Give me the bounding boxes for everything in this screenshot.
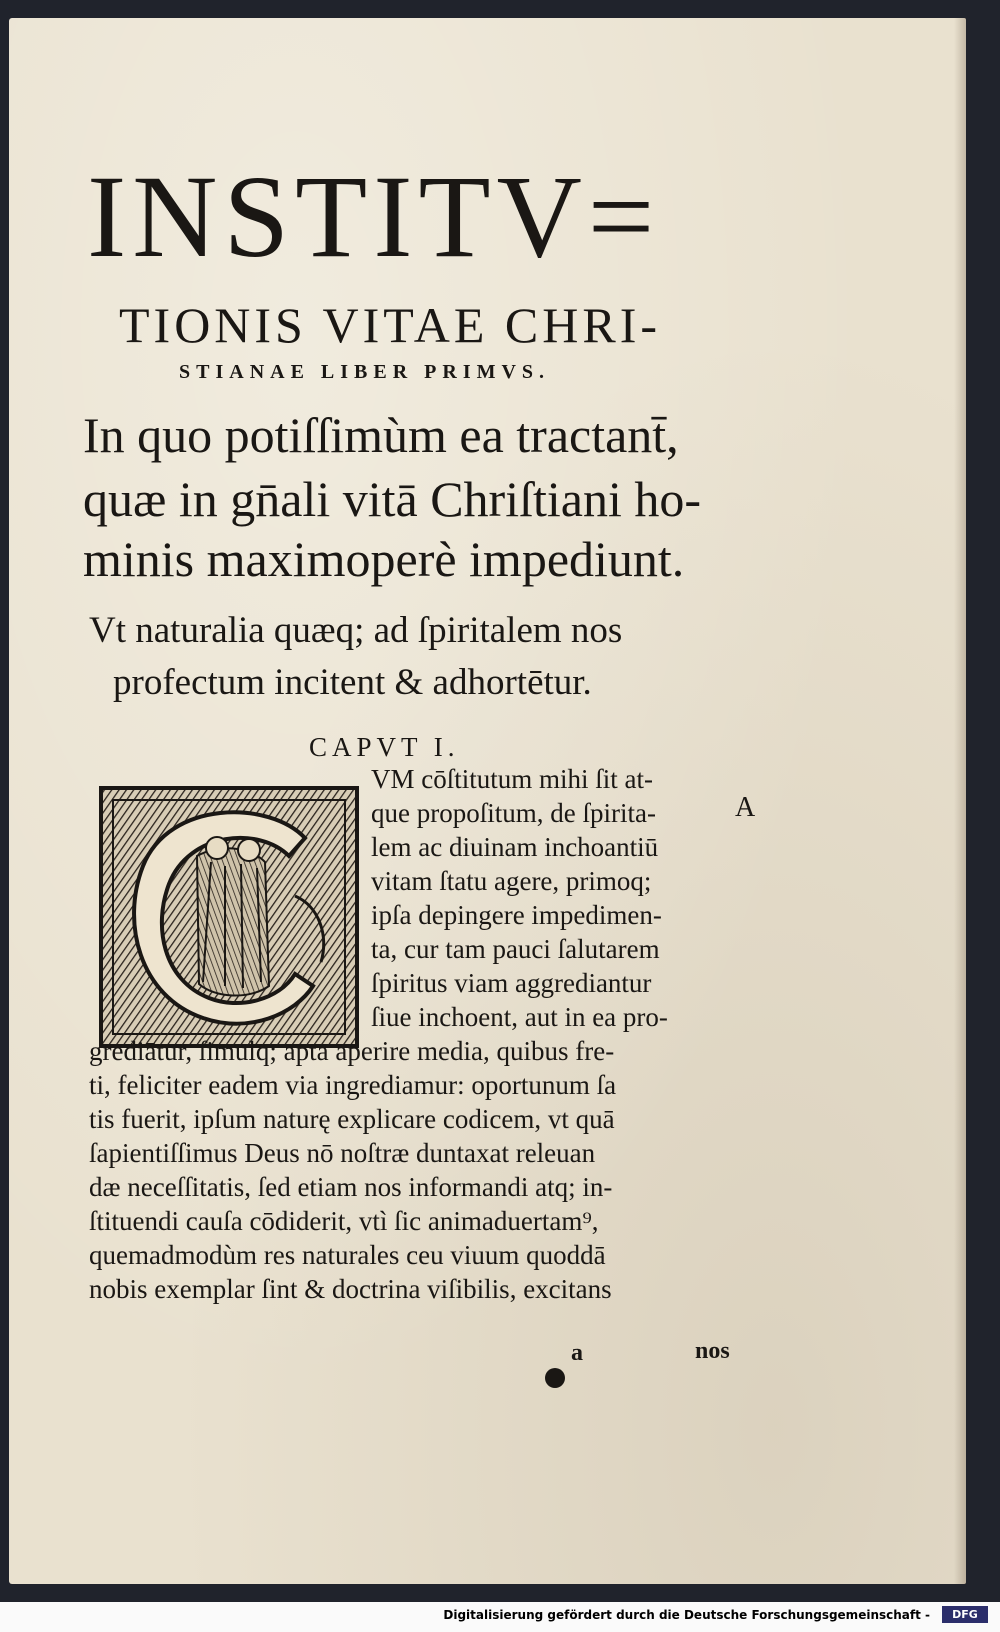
body-line: quemadmodùm res naturales ceu viuum quoddā: [89, 1240, 606, 1270]
body-line: ta, cur tam pauci ſalutarem: [371, 934, 660, 964]
title-line-1: INSTITV=: [87, 151, 661, 282]
body-line: ti, feliciter eadem via ingrediamur: oportunum ſa: [89, 1070, 617, 1100]
digitization-credit: Digitalisierung gefördert durch die Deutsche Forschungsgemeinschaft -: [443, 1608, 930, 1622]
chapter-heading: CAPVT I.: [309, 732, 460, 762]
body-line: que propoſitum, de ſpirita-: [371, 798, 656, 828]
signature-mark: a: [571, 1340, 583, 1366]
body-line: nobis exemplar ſint & doctrina viſibilis, excitans: [89, 1274, 612, 1304]
body-line: ſpiritus viam aggrediantur: [371, 968, 652, 998]
woodcut-initial-icon: [99, 786, 359, 1048]
body-line: vitam ſtatu agere, primoq;: [371, 866, 652, 896]
subtitle2-line: Vt naturalia quæq; ad ſpiritalem nos: [89, 610, 623, 651]
body-line: lem ac diuinam inchoantiū: [371, 832, 659, 862]
body-line: ipſa depingere impedimen-: [371, 900, 662, 930]
body-line: ſiue inchoent, aut in ea pro-: [371, 1002, 668, 1032]
subtitle-line: minis maximoperè impediunt.: [83, 531, 685, 587]
book-page: [9, 18, 966, 1584]
page-marker-dot: [545, 1368, 565, 1388]
subtitle2-line: profectum incitent & adhortētur.: [113, 662, 592, 703]
catchword: nos: [695, 1338, 730, 1364]
body-line: ſapientiſſimus Deus nō noſtræ duntaxat releuan: [89, 1138, 596, 1168]
body-line: dæ neceſſitatis, ſed etiam nos informandi atq; in-: [89, 1172, 613, 1202]
margin-mark: A: [735, 792, 756, 823]
body-line: grediātur, ſimulq; apta aperire media, quibus fre-: [89, 1036, 615, 1066]
body-line: tis fuerit, ipſum naturę explicare codicem, vt quā: [89, 1104, 615, 1134]
title-line-3: STIANAE LIBER PRIMVS.: [179, 361, 551, 383]
page-edge-shadow: [954, 18, 966, 1584]
title-line-2: TIONIS VITAE CHRI-: [119, 297, 662, 353]
dfg-logo: DFG: [942, 1606, 988, 1623]
body-line: ſtituendi cauſa cōdiderit, vtì ſic animaduertam⁹,: [89, 1206, 599, 1236]
body-line: VM cōſtitutum mihi ſit at-: [371, 764, 653, 794]
decorated-initial: [99, 786, 359, 1048]
subtitle-line: In quo potiſſimùm ea tractant̄,: [83, 407, 679, 463]
subtitle-line: quæ in gn̄ali vitā Chriſtiani ho-: [83, 471, 701, 527]
